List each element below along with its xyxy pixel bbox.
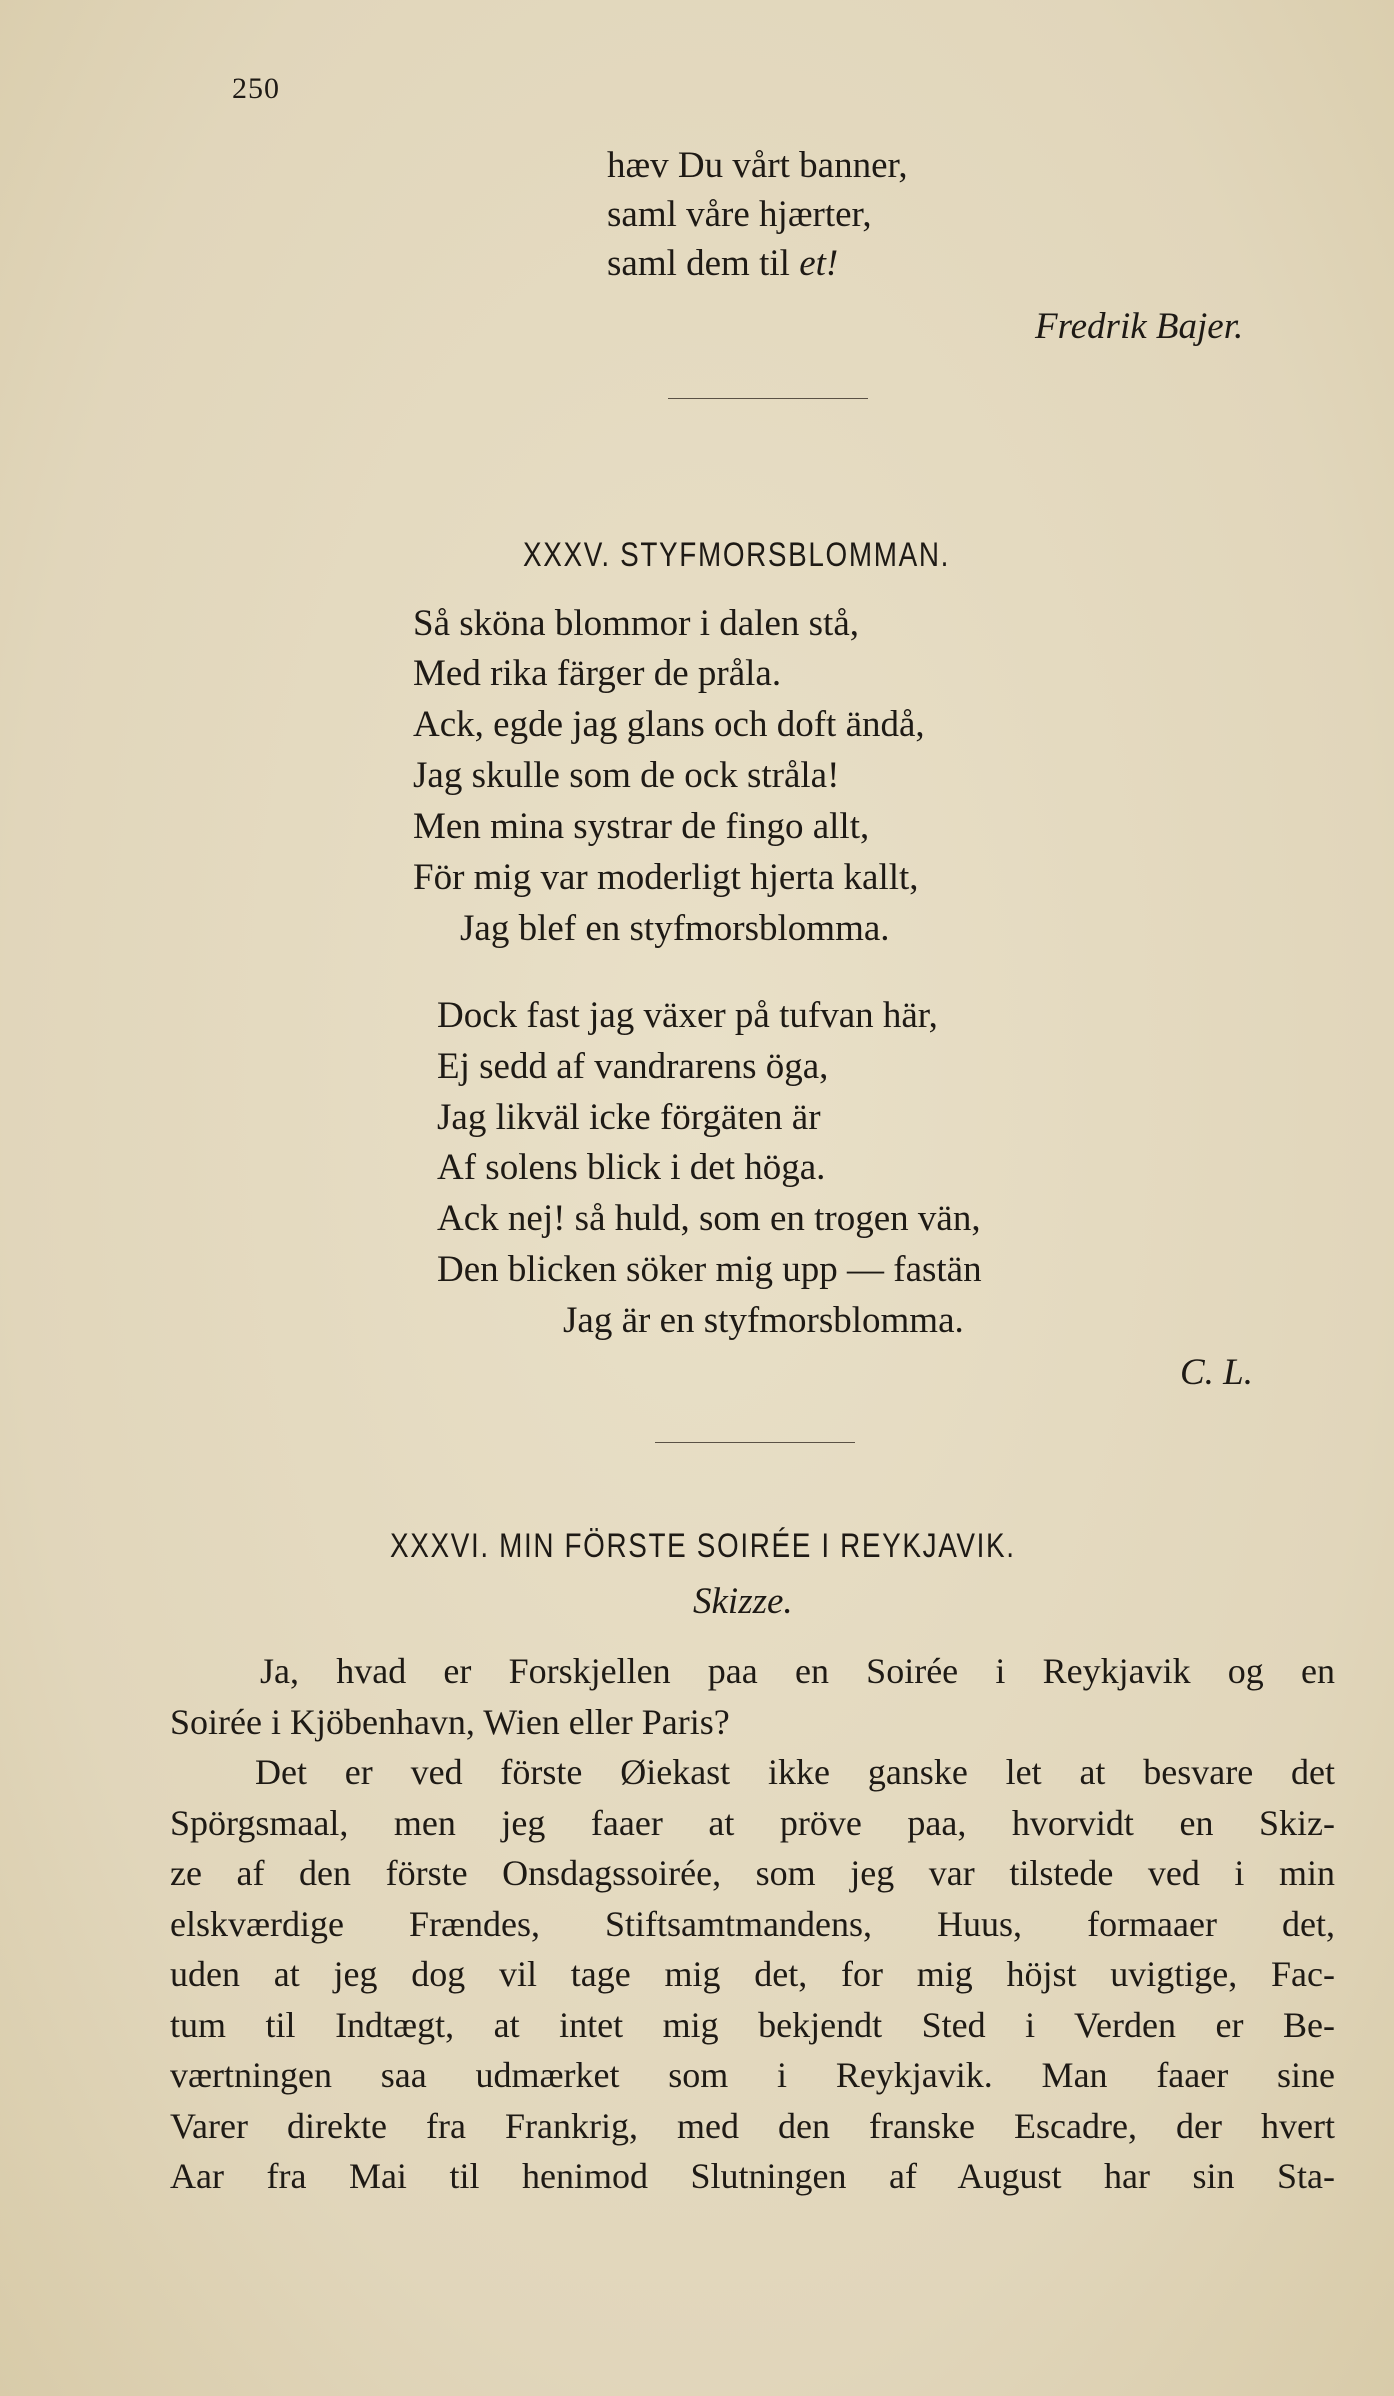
prose-line: Det er ved förste Øiekast ikke ganske let at besvare det bbox=[255, 1752, 1335, 1792]
prose-line: Ja, hvad er Forskjellen paa en Soirée i Reykjavik og en bbox=[260, 1651, 1335, 1691]
prose-line: Soirée i Kjöbenhavn, Wien eller Paris? bbox=[170, 1701, 730, 1742]
prose-line: ze af den förste Onsdagssoirée, som jeg var tilstede ved i min bbox=[170, 1853, 1335, 1893]
section-subtitle: Skizze. bbox=[693, 1581, 793, 1622]
poem-author: Fredrik Bajer. bbox=[1035, 306, 1244, 347]
prose-line: Varer direkte fra Frankrig, med den franske Escadre, der hvert bbox=[170, 2105, 1335, 2146]
prose-line: værtningen saa udmærket som i Reykjavik. Man faaer sine bbox=[170, 2055, 1335, 2095]
poem-line-text: saml dem til bbox=[607, 243, 800, 284]
poem-line: hæv Du vårt banner, bbox=[607, 145, 908, 186]
prose-line: Aar fra Mai til henimod Slutningen af August har sin Sta- bbox=[170, 2156, 1335, 2196]
stanza-line: Ej sedd af vandrarens öga, bbox=[437, 1046, 829, 1087]
stanza-line: Men mina systrar de fingo allt, bbox=[413, 806, 870, 847]
poem-signature: C. L. bbox=[1180, 1352, 1254, 1393]
stanza-line: Jag blef en styfmorsblomma. bbox=[460, 908, 890, 949]
section-divider bbox=[668, 398, 868, 399]
stanza-line: Af solens blick i det höga. bbox=[437, 1147, 826, 1188]
stanza-line: Jag skulle som de ock stråla! bbox=[413, 755, 840, 796]
section-heading: XXXV. STYFMORSBLOMMAN. bbox=[523, 536, 951, 574]
prose-block bbox=[170, 1646, 1335, 2202]
poem-line: saml våre hjærter, bbox=[607, 194, 872, 235]
stanza-line: Dock fast jag växer på tufvan här, bbox=[437, 995, 938, 1036]
section-heading: XXXVI. MIN FÖRSTE SOIRÉE I REYKJAVIK. bbox=[390, 1527, 1016, 1565]
stanza-line: Ack nej! så huld, som en trogen vän, bbox=[437, 1198, 981, 1239]
prose-line: Spörgsmaal, men jeg faaer at pröve paa, hvorvidt en Skiz- bbox=[170, 1802, 1335, 1843]
stanza-line: Jag är en styfmorsblomma. bbox=[563, 1300, 964, 1341]
stanza-line: För mig var moderligt hjerta kallt, bbox=[413, 857, 919, 898]
stanza-line: Ack, egde jag glans och doft ändå, bbox=[413, 704, 925, 745]
prose-line: uden at jeg dog vil tage mig det, for mig höjst uvigtige, Fac- bbox=[170, 1954, 1335, 1994]
prose-line: elskværdige Frændes, Stiftsamtmandens, Huus, formaaer det, bbox=[170, 1903, 1335, 1944]
section-divider bbox=[655, 1442, 855, 1443]
stanza-line: Den blicken söker mig upp — fastän bbox=[437, 1249, 982, 1290]
poem-line bbox=[607, 242, 838, 286]
prose-line: tum til Indtægt, at intet mig bekjendt Sted i Verden er Be- bbox=[170, 2004, 1335, 2045]
poem-line-italic-word: et! bbox=[799, 243, 839, 284]
stanza-line: Jag likväl icke förgäten är bbox=[437, 1097, 821, 1138]
stanza-line: Med rika färger de pråla. bbox=[413, 653, 782, 694]
stanza-line: Så sköna blommor i dalen stå, bbox=[413, 603, 859, 644]
page-number: 250 bbox=[232, 72, 280, 105]
